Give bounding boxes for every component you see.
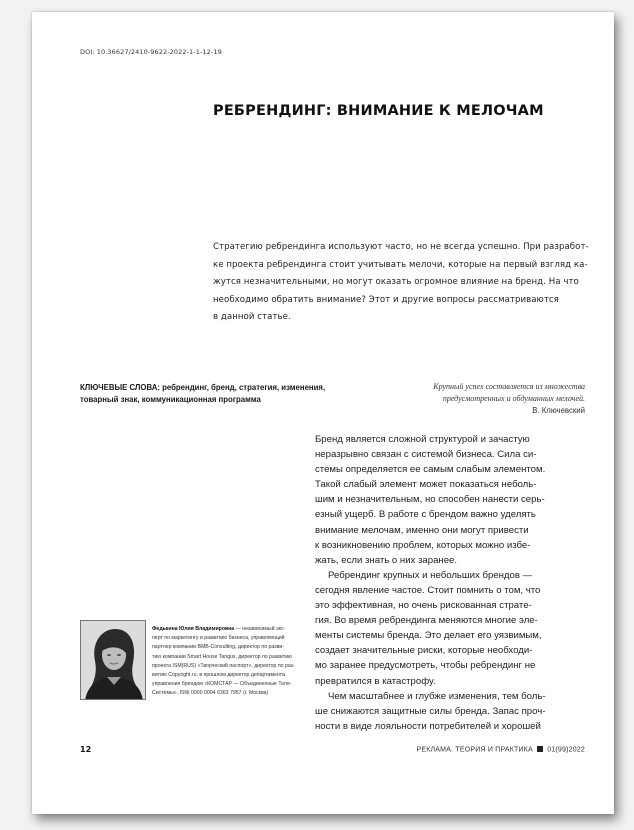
- epigraph-author: В. Ключевский: [532, 406, 585, 415]
- author-bio-line: Системы», ISNI 0000 0004 6363 7957 (г. Москва): [152, 690, 269, 697]
- body-line: езный ущерб. В работе с брендом важно уделять: [315, 509, 536, 521]
- abstract-line: жутся незначительными, но могут оказать огромное влияние на бренд. На что: [213, 277, 579, 287]
- body-line: Ребрендинг крупных и небольших брендов —: [328, 569, 533, 581]
- square-bullet-icon: [537, 746, 543, 752]
- article-title: РЕБРЕНДИНГ: ВНИМАНИЕ К МЕЛОЧАМ: [213, 103, 544, 119]
- body-line: внимание мелочам, именно они могут привести: [315, 524, 529, 536]
- author-bio-line: проекта ISM(RUS) «Творческий паспорт», директор по раз-: [152, 662, 295, 669]
- author-bio-line: — независимый экс-: [234, 626, 286, 632]
- author-bio: [152, 625, 314, 699]
- page-number: 12: [80, 745, 92, 754]
- body-line: неразрывно связан с системой бизнеса. Сила си-: [315, 449, 537, 461]
- abstract-line: ке проекта ребрендинга стоит учитывать мелочи, которые на первый взгляд ка-: [213, 259, 588, 270]
- article-body: [315, 432, 585, 734]
- epigraph-quote-line: предусмотренных и обдуманных мелочей.: [442, 394, 585, 403]
- keywords-text: ребрендинг, бренд, стратегия, изменения, товарный знак, коммуникационная программа: [80, 383, 326, 404]
- body-line: менты системы бренда. Это делает его уязвимым,: [315, 630, 542, 642]
- epigraph-quote-line: Крупный успех составляется из множества: [433, 382, 585, 391]
- body-line: к возникновению проблем, которых можно избе-: [315, 539, 531, 551]
- body-line: Такой слабый элемент может показаться неболь-: [315, 479, 537, 491]
- abstract-line: необходимо обратить внимание? Этот и другие вопросы рассматриваются: [213, 294, 559, 305]
- body-line: ности в виде лояльности потребителей и хорошей: [315, 720, 541, 732]
- author-bio-line: перт по маркетингу и развитию бизнеса, управляющий: [152, 635, 285, 642]
- epigraph: [352, 381, 585, 417]
- abstract-line: Стратегию ребрендинга используют часто, но не всегда успешно. При разработ-: [213, 242, 589, 252]
- author-photo: [80, 620, 146, 700]
- journal-name: РЕКЛАМА. ТЕОРИЯ И ПРАКТИКА: [416, 746, 533, 754]
- author-name: Федькина Юлия Владимировна: [152, 626, 235, 632]
- body-line: создает значительные риски, которые необходи-: [315, 645, 533, 657]
- author-bio-line: витию Copyright.ru, в прошлом директор департамента: [152, 672, 285, 679]
- running-footer: [417, 746, 586, 754]
- journal-page: [32, 12, 614, 814]
- author-bio-line: управления брендом «КОМСТАР — Объединенные Теле-: [152, 681, 292, 688]
- body-line: стемы определяется ее самым слабым элементом.: [315, 464, 546, 476]
- keywords-label: КЛЮЧЕВЫЕ СЛОВА:: [80, 383, 160, 392]
- author-bio-line: партнер компании BMB-Consulting, директор по разви-: [152, 644, 285, 651]
- body-line: Бренд является сложной структурой и зачастую: [315, 434, 530, 445]
- body-line: ше снижаются защитные силы бренда. Запас проч-: [315, 705, 546, 717]
- body-line: гия. Во время ребрендинга меняются многие эле-: [315, 615, 538, 627]
- keywords: [80, 382, 330, 405]
- issue-number: 01(99)2022: [547, 746, 585, 754]
- body-line: шим и незначительным, но способен нанести серь-: [315, 494, 545, 506]
- body-line: мо заранее предусмотреть, чтобы ребрендинг не: [315, 660, 536, 672]
- abstract: [213, 239, 589, 327]
- body-line: Чем масштабнее и глубже изменения, тем боль-: [328, 690, 546, 702]
- body-line: сегодня явление частое. Стоит помнить о том, что: [315, 584, 541, 596]
- body-line: жать, если знать о них заранее.: [315, 554, 458, 566]
- body-line: превратился в катастрофу.: [315, 675, 436, 687]
- author-bio-line: тию компании Smart House Tangus, директор по развитию: [152, 653, 293, 660]
- author-portrait-image: [81, 621, 146, 700]
- body-line: это эффективная, но очень рискованная страте-: [315, 600, 532, 612]
- doi: DOI: 10.36627/2410-9622-2022-1-1-12-19: [80, 48, 222, 56]
- abstract-line: в данной статье.: [213, 312, 291, 322]
